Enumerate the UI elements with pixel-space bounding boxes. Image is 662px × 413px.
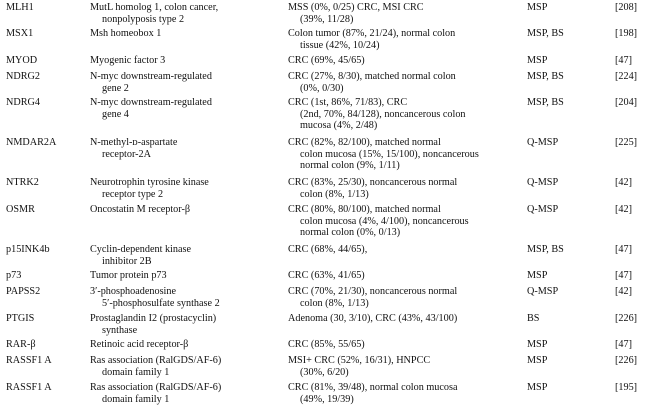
reference-citation: [195]: [615, 382, 638, 393]
gene-name-line: gene 4: [102, 108, 129, 120]
gene-name-line: Neurotrophin tyrosine kinase: [90, 177, 209, 188]
findings-line: colon (8%, 1/13): [300, 188, 369, 200]
reference-citation: [225]: [615, 137, 638, 148]
gene-name-line: Retinoic acid receptor-β: [90, 339, 189, 350]
gene-name-line: Prostaglandin I2 (prostacyclin): [90, 313, 217, 324]
gene-symbol: NDRG2: [6, 71, 40, 82]
gene-name: [90, 382, 221, 405]
gene-name-line: nonpolyposis type 2: [102, 13, 185, 25]
gene-symbol: RASSF1 A: [6, 382, 52, 393]
gene-name-line: Tumor protein p73: [90, 270, 167, 281]
gene-name-line: Oncostatin M receptor-β: [90, 204, 191, 215]
reference-citation: [42]: [615, 286, 632, 297]
gene-symbol: OSMR: [6, 204, 35, 215]
gene-name-line: N-methyl-ᴅ-aspartate: [90, 137, 178, 148]
findings-line: colon mucosa (15%, 15/100), noncancerous: [300, 148, 479, 160]
gene-name-line: N-myc downstream-regulated: [90, 71, 212, 82]
findings-line: CRC (68%, 44/65),: [288, 244, 368, 255]
gene-name: [90, 28, 161, 40]
gene-symbol: NDRG4: [6, 97, 40, 108]
methylation-findings: [288, 71, 456, 94]
reference-citation: [198]: [615, 28, 638, 39]
gene-name-line: inhibitor 2B: [102, 255, 152, 267]
gene-symbol: RASSF1 A: [6, 355, 52, 366]
detection-method: MSP: [527, 382, 548, 393]
detection-method: MSP, BS: [527, 244, 564, 255]
detection-method: MSP: [527, 339, 548, 350]
methylation-findings: [288, 244, 367, 256]
methylation-findings: [288, 382, 458, 405]
gene-name-line: 5′-phosphosulfate synthase 2: [102, 297, 220, 309]
gene-name-line: domain family 1: [102, 393, 170, 405]
reference-citation: [47]: [615, 339, 632, 350]
findings-line: CRC (1st, 86%, 71/83), CRC: [288, 97, 408, 108]
detection-method: MSP: [527, 55, 548, 66]
findings-line: CRC (63%, 41/65): [288, 270, 365, 281]
methylation-findings: [288, 355, 430, 378]
reference-citation: [42]: [615, 204, 632, 215]
methylation-findings: [288, 137, 479, 172]
methylation-findings: [288, 2, 424, 25]
detection-method: BS: [527, 313, 540, 324]
findings-line: CRC (80%, 80/100), matched normal: [288, 204, 441, 215]
reference-citation: [42]: [615, 177, 632, 188]
detection-method: MSP: [527, 355, 548, 366]
findings-line: CRC (27%, 8/30), matched normal colon: [288, 71, 456, 82]
findings-line: colon (8%, 1/13): [300, 297, 369, 309]
gene-name: [90, 137, 177, 160]
findings-line: (49%, 19/39): [300, 393, 354, 405]
gene-name-line: 3′-phosphoadenosine: [90, 286, 176, 297]
gene-name-line: receptor type 2: [102, 188, 164, 200]
methylation-findings: [288, 313, 457, 325]
gene-name: [90, 244, 191, 267]
gene-name-line: N-myc downstream-regulated: [90, 97, 212, 108]
gene-name: [90, 97, 212, 120]
gene-name: [90, 71, 212, 94]
gene-name-line: synthase: [102, 324, 138, 336]
gene-name: [90, 204, 190, 216]
methylation-findings: [288, 177, 457, 200]
methylation-findings: [288, 204, 469, 239]
reference-citation: [208]: [615, 2, 638, 13]
findings-line: CRC (85%, 55/65): [288, 339, 365, 350]
gene-symbol: MLH1: [6, 2, 34, 13]
detection-method: MSP, BS: [527, 71, 564, 82]
gene-name: [90, 313, 216, 336]
methylation-findings: [288, 286, 457, 309]
gene-symbol: p15INK4b: [6, 244, 50, 255]
detection-method: MSP: [527, 2, 548, 13]
reference-citation: [47]: [615, 55, 632, 66]
reference-citation: [226]: [615, 355, 638, 366]
gene-name: [90, 286, 220, 309]
reference-citation: [226]: [615, 313, 638, 324]
findings-line: CRC (70%, 21/30), noncancerous normal: [288, 286, 458, 297]
findings-line: MSS (0%, 0/25) CRC, MSI CRC: [288, 2, 424, 13]
gene-name: [90, 355, 221, 378]
findings-line: Adenoma (30, 3/10), CRC (43%, 43/100): [288, 313, 458, 324]
methylation-findings: [288, 270, 365, 282]
findings-line: CRC (82%, 82/100), matched normal: [288, 137, 441, 148]
findings-line: CRC (81%, 39/48), normal colon mucosa: [288, 382, 458, 393]
gene-name: [90, 270, 167, 282]
gene-symbol: MYOD: [6, 55, 38, 66]
findings-line: normal colon (9%, 1/11): [300, 160, 400, 172]
gene-name-line: domain family 1: [102, 366, 170, 378]
gene-name: [90, 55, 165, 67]
findings-line: Colon tumor (87%, 21/24), normal colon: [288, 28, 456, 39]
gene-name: [90, 339, 188, 351]
detection-method: MSP: [527, 270, 548, 281]
reference-citation: [47]: [615, 270, 632, 281]
detection-method: Q-MSP: [527, 177, 559, 188]
gene-symbol: p73: [6, 270, 22, 281]
gene-name: [90, 177, 209, 200]
methylation-findings: [288, 55, 365, 67]
findings-line: (0%, 0/30): [300, 82, 344, 94]
methylation-findings: [288, 339, 365, 351]
gene-symbol: NTRK2: [6, 177, 39, 188]
findings-line: (30%, 6/20): [300, 366, 349, 378]
methylation-findings: [288, 28, 455, 51]
findings-line: (2nd, 70%, 84/128), noncancerous colon: [300, 108, 466, 120]
detection-method: MSP, BS: [527, 97, 564, 108]
gene-symbol: RAR-β: [6, 339, 36, 350]
gene-name-line: MutL homolog 1, colon cancer,: [90, 2, 219, 13]
gene-name-line: Ras association (RalGDS/AF-6): [90, 382, 222, 393]
detection-method: MSP, BS: [527, 28, 564, 39]
findings-line: normal colon (0%, 0/13): [300, 227, 401, 239]
gene-symbol: NMDAR2A: [6, 137, 57, 148]
findings-line: CRC (83%, 25/30), noncancerous normal: [288, 177, 458, 188]
reference-citation: [47]: [615, 244, 632, 255]
gene-name-line: Cyclin-dependent kinase: [90, 244, 191, 255]
detection-method: Q-MSP: [527, 204, 559, 215]
gene-name-line: gene 2: [102, 82, 129, 94]
detection-method: Q-MSP: [527, 137, 559, 148]
gene-name-line: Myogenic factor 3: [90, 55, 166, 66]
findings-line: MSI+ CRC (52%, 16/31), HNPCC: [288, 355, 431, 366]
methylation-findings: [288, 97, 466, 132]
detection-method: Q-MSP: [527, 286, 559, 297]
findings-line: CRC (69%, 45/65): [288, 55, 365, 66]
gene-name: [90, 2, 218, 25]
findings-line: tissue (42%, 10/24): [300, 39, 380, 51]
reference-citation: [204]: [615, 97, 638, 108]
gene-symbol: PTGIS: [6, 313, 35, 324]
reference-citation: [224]: [615, 71, 638, 82]
gene-name-line: Msh homeobox 1: [90, 28, 162, 39]
findings-line: mucosa (4%, 2/48): [300, 120, 378, 132]
findings-line: (39%, 11/28): [300, 13, 354, 25]
gene-symbol: PAPSS2: [6, 286, 41, 297]
gene-name-line: receptor-2A: [102, 148, 152, 160]
gene-name-line: Ras association (RalGDS/AF-6): [90, 355, 222, 366]
gene-symbol: MSX1: [6, 28, 34, 39]
findings-line: colon mucosa (4%, 4/100), noncancerous: [300, 215, 469, 227]
